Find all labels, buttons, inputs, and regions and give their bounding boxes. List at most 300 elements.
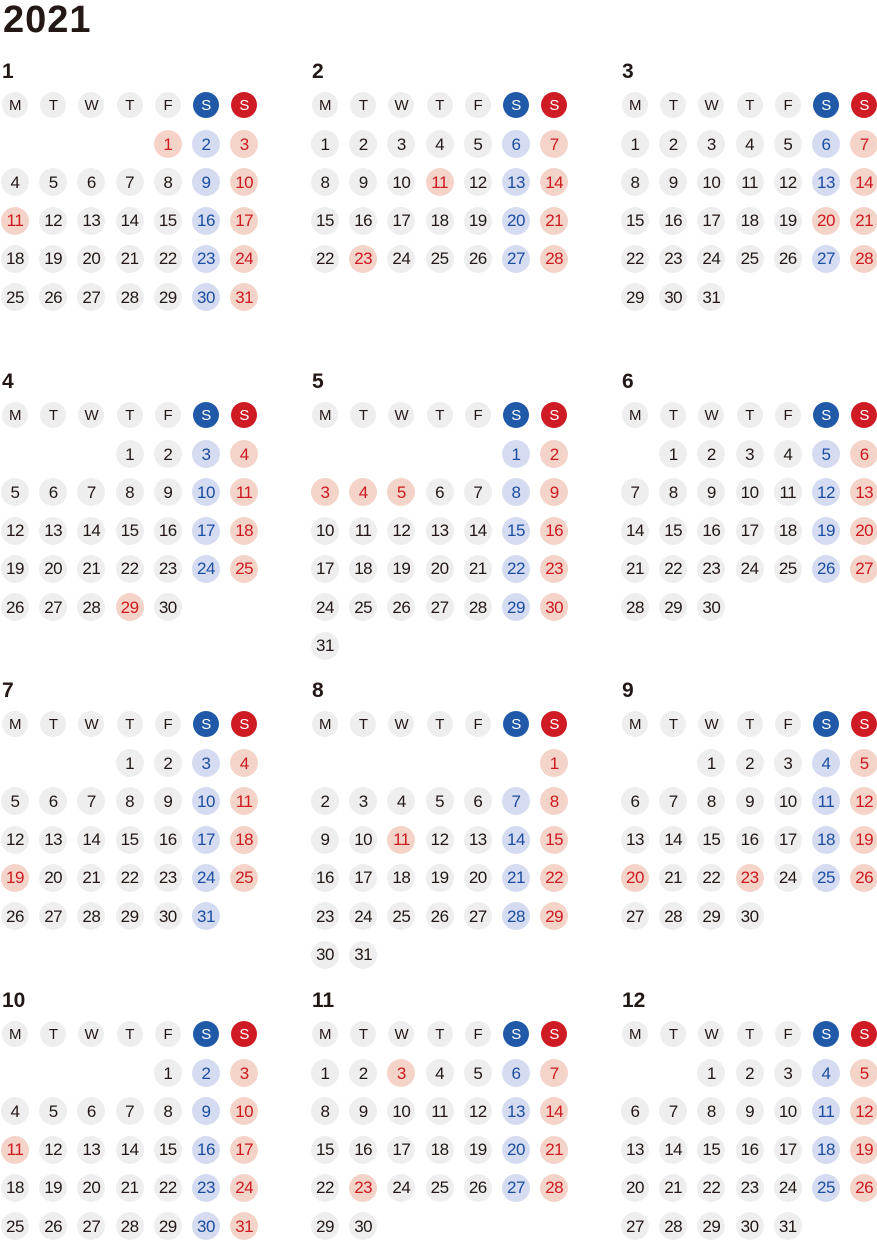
month-label: 11: [312, 989, 335, 1012]
day-cell: 30: [192, 283, 220, 311]
day-cell: 7: [540, 1059, 568, 1087]
day-cell: 25: [736, 245, 764, 273]
weekday-header: F: [465, 1021, 491, 1047]
day-cell: 1: [116, 440, 144, 468]
day-cell: 11: [736, 168, 764, 196]
weekday-header: F: [155, 402, 181, 428]
day-cell: 13: [77, 1136, 105, 1164]
weekday-header: W: [698, 1021, 724, 1047]
day-cell: 28: [659, 1212, 687, 1240]
day-cell: 30: [311, 941, 339, 969]
day-cell: 21: [540, 207, 568, 235]
weekday-header: S: [231, 402, 257, 428]
day-cell: 19: [812, 517, 840, 545]
weekday-header: T: [350, 711, 376, 737]
day-cell: 2: [736, 1059, 764, 1087]
weekday-header: S: [193, 1021, 219, 1047]
day-cell: 14: [540, 168, 568, 196]
day-cell: 2: [697, 440, 725, 468]
day-cell: 14: [464, 517, 492, 545]
weekday-header: F: [155, 92, 181, 118]
day-cell: 27: [464, 902, 492, 930]
weekday-header: T: [737, 92, 763, 118]
day-cell: 3: [697, 130, 725, 158]
day-cell: 7: [464, 478, 492, 506]
day-cell: 26: [464, 1174, 492, 1202]
day-cell: 12: [387, 517, 415, 545]
year-title: 2021: [3, 0, 92, 41]
month-label: 7: [2, 679, 14, 702]
day-cell: 23: [311, 902, 339, 930]
day-cell: 24: [230, 1174, 258, 1202]
day-cell: 21: [116, 245, 144, 273]
day-cell: 27: [77, 1212, 105, 1240]
day-cell: 30: [349, 1212, 377, 1240]
day-cell: 15: [659, 517, 687, 545]
day-cell: 9: [349, 168, 377, 196]
day-cell: 17: [774, 826, 802, 854]
day-cell: 4: [736, 130, 764, 158]
weekday-header: T: [427, 92, 453, 118]
day-cell: 19: [39, 245, 67, 273]
day-cell: 15: [697, 1136, 725, 1164]
day-cell: 11: [426, 168, 454, 196]
weekday-header: F: [155, 1021, 181, 1047]
day-cell: 18: [387, 864, 415, 892]
day-cell: 6: [812, 130, 840, 158]
weekday-header: T: [117, 1021, 143, 1047]
day-cell: 6: [502, 130, 530, 158]
weekday-header: S: [231, 1021, 257, 1047]
day-cell: 25: [349, 593, 377, 621]
day-cell: 1: [659, 440, 687, 468]
day-cell: 18: [1, 245, 29, 273]
day-cell: 23: [192, 245, 220, 273]
day-cell: 3: [387, 1059, 415, 1087]
weekday-header: S: [231, 711, 257, 737]
day-cell: 3: [192, 440, 220, 468]
day-cell: 8: [311, 168, 339, 196]
day-cell: 16: [192, 1136, 220, 1164]
day-cell: 26: [812, 555, 840, 583]
day-cell: 8: [621, 168, 649, 196]
day-cell: 5: [1, 478, 29, 506]
day-cell: 15: [311, 207, 339, 235]
day-cell: 20: [502, 1136, 530, 1164]
day-cell: 29: [311, 1212, 339, 1240]
day-cell: 16: [349, 207, 377, 235]
day-cell: 10: [349, 826, 377, 854]
day-cell: 31: [192, 902, 220, 930]
day-cell: 17: [230, 207, 258, 235]
day-cell: 7: [659, 787, 687, 815]
day-cell: 8: [697, 1097, 725, 1125]
day-cell: 16: [736, 826, 764, 854]
day-cell: 21: [502, 864, 530, 892]
day-cell: 29: [540, 902, 568, 930]
weekday-header: S: [851, 402, 877, 428]
weekday-header: S: [813, 711, 839, 737]
day-cell: 26: [850, 1174, 877, 1202]
day-cell: 4: [812, 749, 840, 777]
day-cell: 10: [230, 1097, 258, 1125]
weekday-header: S: [851, 711, 877, 737]
day-cell: 11: [426, 1097, 454, 1125]
weekday-header: T: [737, 1021, 763, 1047]
day-cell: 2: [311, 787, 339, 815]
day-cell: 14: [659, 1136, 687, 1164]
day-cell: 9: [659, 168, 687, 196]
day-cell: 3: [192, 749, 220, 777]
day-cell: 18: [426, 1136, 454, 1164]
day-cell: 4: [387, 787, 415, 815]
month-label: 12: [622, 989, 646, 1012]
day-cell: 19: [387, 555, 415, 583]
day-cell: 22: [502, 555, 530, 583]
day-cell: 3: [311, 478, 339, 506]
day-cell: 5: [774, 130, 802, 158]
day-cell: 10: [774, 787, 802, 815]
day-cell: 2: [349, 130, 377, 158]
day-cell: 7: [502, 787, 530, 815]
day-cell: 5: [1, 787, 29, 815]
day-cell: 14: [540, 1097, 568, 1125]
day-cell: 13: [77, 207, 105, 235]
weekday-header: M: [312, 1021, 338, 1047]
day-cell: 2: [154, 749, 182, 777]
weekday-header: W: [388, 92, 414, 118]
day-cell: 24: [192, 555, 220, 583]
weekday-header: M: [622, 92, 648, 118]
day-cell: 27: [39, 593, 67, 621]
weekday-header: T: [350, 402, 376, 428]
weekday-header: F: [465, 92, 491, 118]
day-cell: 13: [426, 517, 454, 545]
day-cell: 6: [77, 1097, 105, 1125]
day-cell: 15: [697, 826, 725, 854]
day-cell: 4: [230, 440, 258, 468]
day-cell: 16: [736, 1136, 764, 1164]
weekday-header: S: [231, 92, 257, 118]
day-cell: 13: [850, 478, 877, 506]
day-cell: 10: [736, 478, 764, 506]
month-label: 2: [312, 60, 324, 83]
day-cell: 12: [1, 517, 29, 545]
day-cell: 3: [230, 1059, 258, 1087]
day-cell: 6: [39, 787, 67, 815]
day-cell: 9: [154, 787, 182, 815]
day-cell: 25: [426, 245, 454, 273]
day-cell: 13: [621, 1136, 649, 1164]
day-cell: 30: [192, 1212, 220, 1240]
day-cell: 23: [154, 864, 182, 892]
day-cell: 24: [311, 593, 339, 621]
day-cell: 2: [349, 1059, 377, 1087]
weekday-header: S: [503, 92, 529, 118]
day-cell: 14: [116, 207, 144, 235]
day-cell: 4: [426, 1059, 454, 1087]
day-cell: 16: [349, 1136, 377, 1164]
weekday-header: T: [350, 1021, 376, 1047]
day-cell: 26: [1, 593, 29, 621]
day-cell: 18: [230, 517, 258, 545]
day-cell: 30: [154, 902, 182, 930]
day-cell: 13: [39, 826, 67, 854]
day-cell: 18: [426, 207, 454, 235]
day-cell: 21: [77, 864, 105, 892]
day-cell: 21: [77, 555, 105, 583]
day-cell: 24: [774, 864, 802, 892]
day-cell: 31: [311, 632, 339, 660]
weekday-header: T: [427, 402, 453, 428]
day-cell: 9: [311, 826, 339, 854]
weekday-header: F: [775, 92, 801, 118]
day-cell: 3: [349, 787, 377, 815]
day-cell: 7: [540, 130, 568, 158]
day-cell: 26: [1, 902, 29, 930]
day-cell: 28: [116, 1212, 144, 1240]
day-cell: 6: [502, 1059, 530, 1087]
day-cell: 5: [426, 787, 454, 815]
day-cell: 23: [540, 555, 568, 583]
day-cell: 16: [154, 517, 182, 545]
day-cell: 28: [464, 593, 492, 621]
day-cell: 4: [774, 440, 802, 468]
weekday-header: W: [388, 402, 414, 428]
day-cell: 13: [621, 826, 649, 854]
day-cell: 15: [621, 207, 649, 235]
day-cell: 4: [349, 478, 377, 506]
weekday-header: T: [117, 92, 143, 118]
weekday-header: M: [312, 711, 338, 737]
day-cell: 19: [850, 1136, 877, 1164]
day-cell: 22: [116, 864, 144, 892]
day-cell: 12: [426, 826, 454, 854]
day-cell: 31: [230, 1212, 258, 1240]
day-cell: 23: [349, 1174, 377, 1202]
day-cell: 3: [774, 1059, 802, 1087]
day-cell: 22: [697, 1174, 725, 1202]
day-cell: 22: [540, 864, 568, 892]
day-cell: 30: [736, 1212, 764, 1240]
day-cell: 12: [774, 168, 802, 196]
day-cell: 16: [540, 517, 568, 545]
day-cell: 21: [659, 864, 687, 892]
day-cell: 10: [697, 168, 725, 196]
day-cell: 19: [1, 555, 29, 583]
day-cell: 20: [77, 1174, 105, 1202]
day-cell: 6: [464, 787, 492, 815]
weekday-header: T: [660, 402, 686, 428]
day-cell: 1: [154, 1059, 182, 1087]
weekday-header: M: [2, 1021, 28, 1047]
day-cell: 27: [621, 1212, 649, 1240]
day-cell: 24: [697, 245, 725, 273]
day-cell: 10: [192, 787, 220, 815]
weekday-header: T: [660, 711, 686, 737]
weekday-header: T: [737, 711, 763, 737]
day-cell: 11: [1, 207, 29, 235]
day-cell: 17: [387, 1136, 415, 1164]
day-cell: 29: [154, 283, 182, 311]
day-cell: 12: [464, 168, 492, 196]
weekday-header: T: [40, 92, 66, 118]
day-cell: 29: [116, 902, 144, 930]
day-cell: 14: [850, 168, 877, 196]
day-cell: 5: [39, 1097, 67, 1125]
day-cell: 5: [464, 1059, 492, 1087]
day-cell: 6: [850, 440, 877, 468]
day-cell: 23: [192, 1174, 220, 1202]
month-label: 1: [2, 60, 14, 83]
weekday-header: M: [2, 711, 28, 737]
day-cell: 12: [1, 826, 29, 854]
day-cell: 20: [39, 555, 67, 583]
day-cell: 28: [540, 245, 568, 273]
day-cell: 27: [77, 283, 105, 311]
day-cell: 5: [39, 168, 67, 196]
day-cell: 8: [116, 787, 144, 815]
day-cell: 23: [154, 555, 182, 583]
day-cell: 15: [154, 1136, 182, 1164]
day-cell: 29: [154, 1212, 182, 1240]
day-cell: 22: [154, 245, 182, 273]
weekday-header: T: [427, 1021, 453, 1047]
weekday-header: S: [813, 402, 839, 428]
day-cell: 8: [697, 787, 725, 815]
day-cell: 15: [116, 826, 144, 854]
weekday-header: W: [78, 92, 104, 118]
day-cell: 22: [659, 555, 687, 583]
day-cell: 21: [464, 555, 492, 583]
day-cell: 12: [39, 207, 67, 235]
weekday-header: S: [541, 402, 567, 428]
day-cell: 7: [659, 1097, 687, 1125]
day-cell: 27: [426, 593, 454, 621]
day-cell: 20: [426, 555, 454, 583]
day-cell: 13: [502, 1097, 530, 1125]
day-cell: 28: [540, 1174, 568, 1202]
day-cell: 31: [697, 283, 725, 311]
day-cell: 22: [154, 1174, 182, 1202]
day-cell: 6: [621, 1097, 649, 1125]
day-cell: 1: [154, 130, 182, 158]
day-cell: 20: [464, 864, 492, 892]
day-cell: 1: [697, 1059, 725, 1087]
weekday-header: T: [40, 1021, 66, 1047]
weekday-header: W: [78, 1021, 104, 1047]
day-cell: 15: [540, 826, 568, 854]
weekday-header: M: [2, 92, 28, 118]
day-cell: 24: [387, 1174, 415, 1202]
month-label: 5: [312, 370, 324, 393]
weekday-header: S: [541, 711, 567, 737]
day-cell: 17: [736, 517, 764, 545]
day-cell: 27: [502, 1174, 530, 1202]
day-cell: 28: [621, 593, 649, 621]
day-cell: 9: [736, 787, 764, 815]
day-cell: 18: [812, 1136, 840, 1164]
day-cell: 22: [311, 245, 339, 273]
day-cell: 11: [230, 478, 258, 506]
month-label: 8: [312, 679, 324, 702]
day-cell: 20: [77, 245, 105, 273]
day-cell: 29: [116, 593, 144, 621]
day-cell: 10: [387, 168, 415, 196]
day-cell: 8: [311, 1097, 339, 1125]
day-cell: 17: [192, 517, 220, 545]
day-cell: 3: [774, 749, 802, 777]
day-cell: 29: [502, 593, 530, 621]
day-cell: 5: [850, 1059, 877, 1087]
day-cell: 28: [659, 902, 687, 930]
day-cell: 26: [850, 864, 877, 892]
weekday-header: M: [2, 402, 28, 428]
day-cell: 16: [697, 517, 725, 545]
day-cell: 18: [230, 826, 258, 854]
day-cell: 10: [311, 517, 339, 545]
day-cell: 7: [77, 478, 105, 506]
day-cell: 18: [1, 1174, 29, 1202]
day-cell: 29: [697, 1212, 725, 1240]
day-cell: 14: [659, 826, 687, 854]
weekday-header: F: [465, 402, 491, 428]
day-cell: 19: [464, 207, 492, 235]
day-cell: 9: [192, 168, 220, 196]
day-cell: 20: [39, 864, 67, 892]
day-cell: 21: [621, 555, 649, 583]
day-cell: 12: [812, 478, 840, 506]
day-cell: 11: [774, 478, 802, 506]
day-cell: 4: [1, 1097, 29, 1125]
weekday-header: S: [193, 92, 219, 118]
day-cell: 9: [697, 478, 725, 506]
weekday-header: T: [660, 92, 686, 118]
day-cell: 9: [192, 1097, 220, 1125]
day-cell: 23: [697, 555, 725, 583]
day-cell: 9: [154, 478, 182, 506]
day-cell: 6: [39, 478, 67, 506]
weekday-header: M: [312, 402, 338, 428]
day-cell: 22: [311, 1174, 339, 1202]
day-cell: 23: [736, 1174, 764, 1202]
day-cell: 20: [502, 207, 530, 235]
day-cell: 24: [387, 245, 415, 273]
day-cell: 26: [39, 1212, 67, 1240]
month-label: 6: [622, 370, 634, 393]
weekday-header: S: [193, 711, 219, 737]
day-cell: 5: [464, 130, 492, 158]
day-cell: 21: [659, 1174, 687, 1202]
day-cell: 11: [812, 787, 840, 815]
weekday-header: M: [622, 402, 648, 428]
day-cell: 19: [774, 207, 802, 235]
day-cell: 22: [621, 245, 649, 273]
day-cell: 21: [116, 1174, 144, 1202]
month-label: 10: [2, 989, 26, 1012]
day-cell: 14: [77, 826, 105, 854]
weekday-header: F: [775, 711, 801, 737]
day-cell: 21: [850, 207, 877, 235]
day-cell: 7: [77, 787, 105, 815]
day-cell: 10: [192, 478, 220, 506]
weekday-header: S: [851, 92, 877, 118]
day-cell: 12: [850, 787, 877, 815]
day-cell: 19: [1, 864, 29, 892]
day-cell: 22: [116, 555, 144, 583]
weekday-header: S: [503, 402, 529, 428]
weekday-header: T: [40, 402, 66, 428]
